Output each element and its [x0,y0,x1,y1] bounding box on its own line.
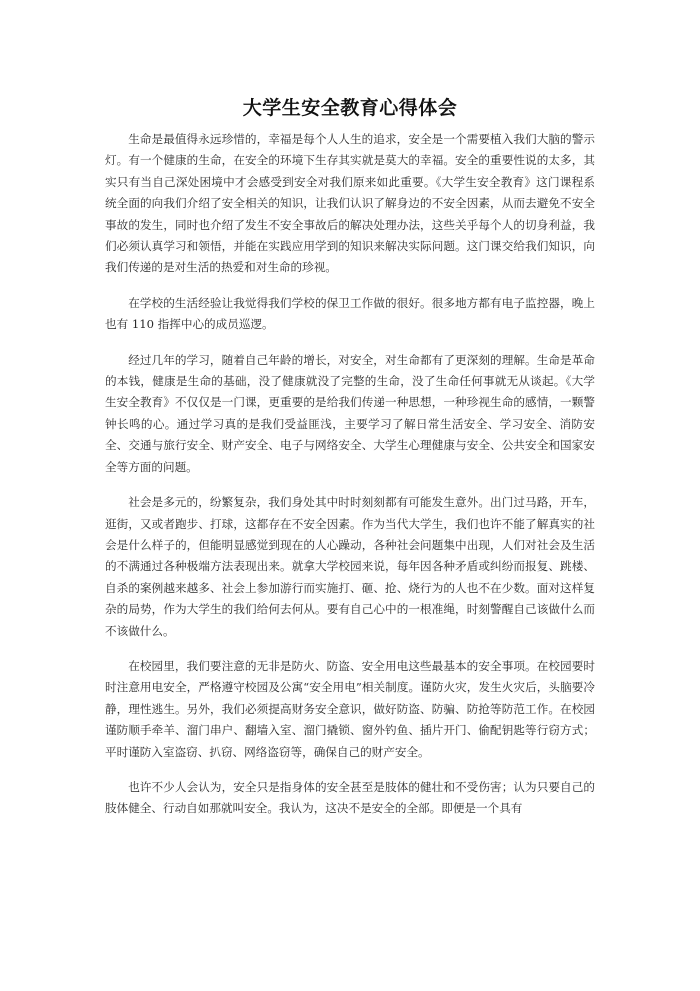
paragraph: 生命是最值得永远珍惜的，幸福是每个人人生的追求，安全是一个需要植入我们大脑的警示灯。有一个健康的生命，在安全的环境下生存其实就是莫大的幸福。安全的重要性说的太多，其实只有当自己深处困境中才会感受到安全对我们原来如此重要。《大学生安全教育》这门课程系统全面的向我们介绍了安全相关的知识，让我们认识了解身边的不安全因素，从而去避免不安全事故的发生，同时也介绍了发生不安全事故后的解决处理办法，这些关乎每个人的切身利益，我们必须认真学习和领悟，并能在实践应用学到的知识来解决实际问题。这门课交给我们知识，向我们传递的是对生活的热爱和对生命的珍视。 [105,132,595,275]
paragraph: 社会是多元的，纷繁复杂，我们身处其中时时刻刻都有可能发生意外。出门过马路，开车，逛街，又或者跑步、打球，这都存在不安全因素。作为当代大学生，我们也许不能了解真实的社会是什么样子的，但能明显感觉到现在的人心躁动，各种社会问题集中出现，人们对社会及生活的不满通过各种极端方法表现出来。就拿大学校园来说，每年因各种矛盾或纠纷而报复、跳楼、自杀的案例越来越多、社会上参加游行而实施打、砸、抢、烧行为的人也不在少数。面对这样复杂的局势，作为大学生的我们给何去何从。要有自己心中的一根准绳，时刻警醒自己该做什么而不该做什么。 [105,495,595,638]
document-body [105,129,595,834]
paragraph: 也许不少人会认为，安全只是指身体的安全甚至是肢体的健壮和不受伤害；认为只要自己的肢体健全、行动自如那就叫安全。我认为，这决不是安全的全部。即便是一个具有 [105,779,595,816]
paragraph: 在校园里，我们要注意的无非是防火、防盗、安全用电这些最基本的安全事项。在校园要时时注意用电安全，严格遵守校园及公寓“安全用电”相关制度。谨防火灾，发生火灾后，头脑要冷静，理性逃生。另外，我们必须提高财务安全意识，做好防盗、防骗、防抢等防范工作。在校园谨防顺手牵羊、溜门串户、翻墙入室、溜门撬锁、窗外钓鱼、插片开门、偷配钥匙等行窃方式；平时谨防入室盗窃、扒窃、网络盗窃等，确保自己的财产安全。 [105,658,595,759]
document-title: 大学生安全教育心得体会 [242,97,458,119]
paragraph: 经过几年的学习，随着自己年龄的增长，对安全，对生命都有了更深刻的理解。生命是革命的本钱，健康是生命的基础，没了健康就没了完整的生命，没了生命任何事就无从谈起。《大学生安全教育》不仅仅是一门课，更重要的是给我们传递一种思想，一种珍视生命的感情，一颗警钟长鸣的心。通过学习真的是我们受益匪浅，主要学习了解日常生活安全、学习安全、消防安全、交通与旅行安全、财产安全、电子与网络安全、大学生心理健康与安全、公共安全和国家安全等方面的问题。 [105,352,595,474]
paragraph: 在学校的生活经验让我觉得我们学校的保卫工作做的很好。很多地方都有电子监控器，晚上也有 110 指挥中心的成员巡逻。 [105,295,595,332]
